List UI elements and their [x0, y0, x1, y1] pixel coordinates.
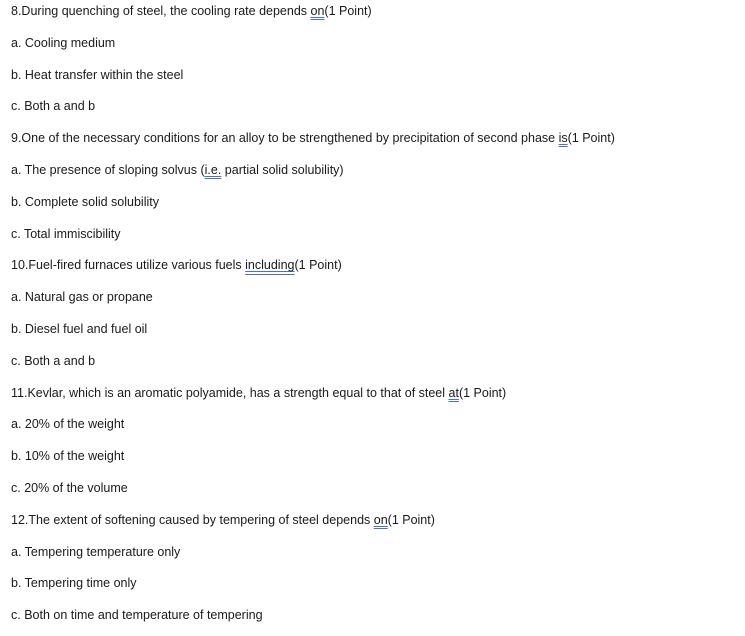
grammar-flag: on [373, 512, 388, 527]
question-9-option-c: c. Total immiscibility [11, 226, 121, 241]
question-9-option-a [11, 159, 736, 191]
question-12-stem [11, 509, 736, 541]
question-text: 9.One of the necessary conditions for an alloy to be strengthened by precipitation of second phase [11, 131, 559, 146]
question-11-stem [11, 382, 736, 414]
option-text: a. The presence of sloping solvus ( [11, 162, 205, 177]
grammar-flag: is [558, 131, 568, 146]
point-label: (1 Point) [567, 131, 615, 146]
question-10-option-b: b. Diesel fuel and fuel oil [11, 321, 148, 336]
question-10-option-a: a. Natural gas or propane [11, 290, 153, 305]
question-11-option-a: a. 20% of the weight [11, 417, 125, 432]
document-body [11, 0, 736, 636]
question-12-option-b: b. Tempering time only [11, 576, 137, 591]
question-10-option-c: c. Both a and b [11, 353, 96, 368]
question-11-option-b: b. 10% of the weight [11, 449, 125, 464]
grammar-flag: on [310, 4, 325, 18]
question-8-option-b: b. Heat transfer within the steel [11, 67, 184, 82]
question-12-option-c: c. Both on time and temperature of tempering [11, 608, 263, 623]
point-label: (1 Point) [294, 258, 342, 273]
question-text: 12.The extent of softening caused by tempering of steel depends [11, 512, 374, 527]
question-8-option-c: c. Both a and b [11, 99, 96, 114]
question-9-stem [11, 127, 736, 159]
question-text: 8.During quenching of steel, the cooling rate depends [11, 4, 311, 18]
grammar-flag: including [245, 258, 295, 273]
question-text: 11.Kevlar, which is an aromatic polyamide, has a strength equal to that of steel [11, 385, 449, 400]
question-8-stem [11, 0, 736, 32]
grammar-flag: i.e. [204, 162, 222, 177]
option-text: partial solid solubility) [221, 162, 344, 177]
question-9-option-b: b. Complete solid solubility [11, 194, 159, 209]
question-10-stem [11, 254, 736, 286]
point-label: (1 Point) [324, 4, 372, 18]
question-11-option-c: c. 20% of the volume [11, 480, 128, 495]
grammar-flag: at [448, 385, 459, 400]
point-label: (1 Point) [458, 385, 507, 400]
question-text: 10.Fuel-fired furnaces utilize various fuels [11, 258, 246, 273]
question-8-option-a: a. Cooling medium [11, 35, 116, 50]
point-label: (1 Point) [387, 512, 435, 527]
question-12-option-a: a. Tempering temperature only [11, 544, 181, 559]
